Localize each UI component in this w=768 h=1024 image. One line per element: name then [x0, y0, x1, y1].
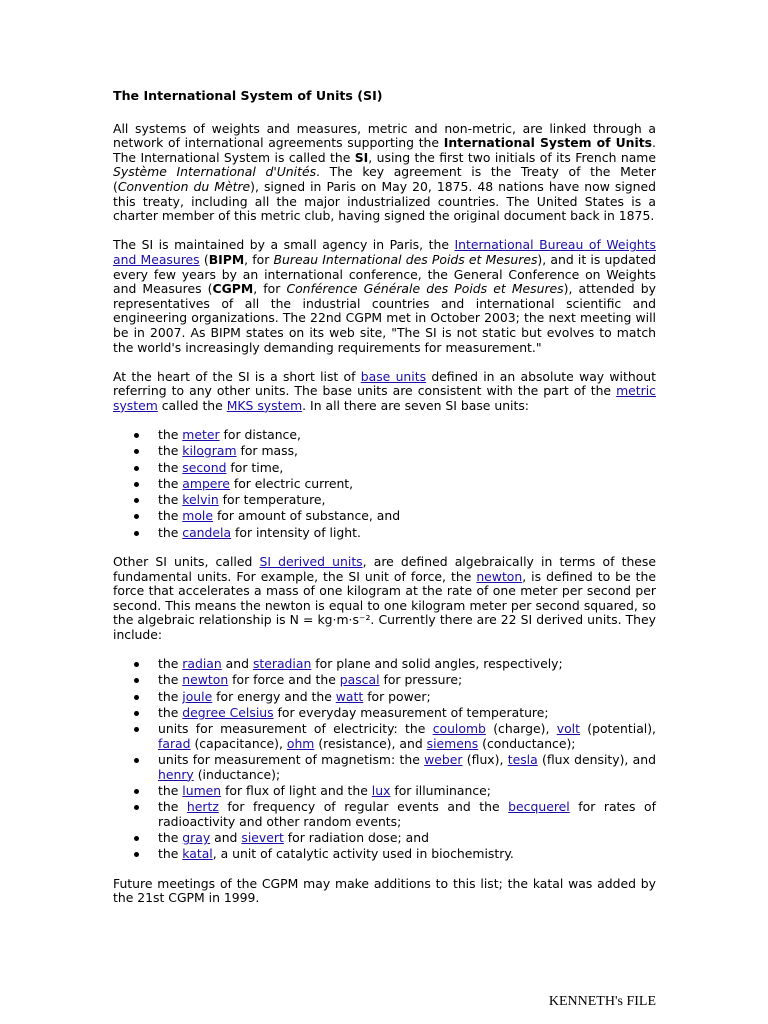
text-run: Other SI units, called	[113, 553, 260, 569]
link-ohm[interactable]: ohm	[286, 735, 315, 751]
link-ampere[interactable]: ampere	[182, 475, 230, 491]
bold-term: SI	[354, 149, 369, 165]
base-units-intro-paragraph	[113, 370, 656, 414]
link-joule[interactable]: joule	[182, 688, 213, 704]
page-title: The International System of Units (SI)	[113, 88, 383, 103]
text-run: , are defined algebraically in terms of these fundamental units. For example, the SI unit of force, the	[113, 553, 656, 584]
text-run: (	[199, 251, 209, 267]
link-meter[interactable]: meter	[182, 427, 220, 443]
list-item: units for measurement of magnetism: the weber (flux), tesla (flux density), and henry (inductance);	[113, 753, 656, 782]
list-item: units for measurement of electricity: the coulomb (charge), volt (potential), farad (capacitance), ohm (resistance), and siemens (conductance);	[113, 722, 656, 751]
list-item: the gray and sievert for radiation dose; and	[113, 831, 656, 846]
text-run: . The International System is called the	[113, 135, 656, 165]
list-item: the joule for energy and the watt for power;	[113, 690, 656, 705]
bipm-paragraph	[113, 238, 656, 355]
link-katal[interactable]: katal	[182, 846, 213, 862]
link-newton[interactable]: newton	[182, 672, 229, 688]
list-item: the candela for intensity of light.	[113, 526, 656, 541]
link-kelvin[interactable]: kelvin	[182, 492, 219, 508]
text-run: , using the first two initials of its French name	[368, 149, 656, 165]
link-lumen[interactable]: lumen	[182, 782, 222, 798]
bold-term: CGPM	[212, 281, 254, 297]
text-run: ), attended by representatives of all the industrial countries and international scientific and engineering organizations. The 22nd CGPM met in October 2003; the next meeting will be in 2007. As BIPM states on its web site, "The SI is not static but evolves to match the world's increasingly demanding requirements for measurement."	[113, 281, 656, 355]
text-run: . In all there are seven SI base units:	[302, 397, 529, 413]
link-degree-celsius[interactable]: degree Celsius	[182, 704, 274, 720]
text-run: , is defined to be the force that accelerates a mass of one kilogram at the rate of one meter per second per second. This means the newton is equal to one kilogram meter per second squared, so the algebraic relationship is N = kg·m·s⁻². Currently there are 22 SI derived units. They include:	[113, 568, 656, 642]
list-item: the kelvin for temperature,	[113, 493, 656, 508]
intro-paragraph	[113, 122, 656, 224]
list-item: the ampere for electric current,	[113, 477, 656, 492]
italic-term: Système International d'Unités	[113, 164, 317, 180]
list-item: the degree Celsius for everyday measurement of temperature;	[113, 706, 656, 721]
list-item: the second for time,	[113, 461, 656, 476]
text-run: called the	[157, 397, 227, 413]
link-farad[interactable]: farad	[158, 735, 191, 751]
list-item: the mole for amount of substance, and	[113, 509, 656, 524]
list-item: the lumen for flux of light and the lux for illuminance;	[113, 784, 656, 799]
link-gray[interactable]: gray	[182, 830, 211, 846]
text-run: , for	[244, 251, 274, 267]
link-newton[interactable]: newton	[476, 568, 523, 584]
list-item: the kilogram for mass,	[113, 444, 656, 459]
text-run: defined in an absolute way without referring to any other units. The base units are consistent with the part of the	[113, 368, 656, 399]
link-becquerel[interactable]: becquerel	[508, 799, 570, 815]
list-item: the hertz for frequency of regular events and the becquerel for rates of radioactivity and other random events;	[113, 800, 656, 829]
link-mole[interactable]: mole	[182, 508, 213, 524]
link-kilogram[interactable]: kilogram	[182, 443, 237, 459]
link-pascal[interactable]: pascal	[339, 672, 380, 688]
bold-term: BIPM	[208, 251, 245, 267]
list-item: the meter for distance,	[113, 428, 656, 443]
text-run: The SI is maintained by a small agency in Paris, the	[113, 237, 455, 253]
link-weber[interactable]: weber	[424, 752, 463, 768]
link-si-derived-units[interactable]: SI derived units	[259, 553, 363, 569]
link-henry[interactable]: henry	[158, 766, 194, 782]
list-item: the newton for force and the pascal for pressure;	[113, 673, 656, 688]
link-lux[interactable]: lux	[371, 782, 391, 798]
link-tesla[interactable]: tesla	[507, 752, 538, 768]
link-sievert[interactable]: sievert	[241, 830, 284, 846]
base-units-list	[113, 428, 656, 540]
list-item: the radian and steradian for plane and solid angles, respectively;	[113, 657, 656, 672]
derived-units-paragraph	[113, 555, 656, 643]
footer-label: KENNETH's FILE	[548, 994, 656, 1009]
link-watt[interactable]: watt	[335, 688, 364, 704]
document-body	[113, 89, 656, 920]
link-radian[interactable]: radian	[182, 656, 222, 672]
link-metric-system[interactable]: metric system	[113, 383, 656, 413]
link-volt[interactable]: volt	[556, 721, 580, 737]
link-coulomb[interactable]: coulomb	[432, 721, 486, 737]
link-steradian[interactable]: steradian	[252, 656, 312, 672]
italic-term: Convention du Mètre	[117, 178, 251, 194]
text-run: , for	[253, 281, 287, 297]
text-run: All systems of weights and measures, metric and non-metric, are linked through a network of international agreements supporting the	[113, 120, 656, 151]
italic-term: Bureau International des Poids et Mesures	[273, 251, 538, 267]
italic-term: Conférence Générale des Poids et Mesures	[286, 281, 564, 297]
link-base-units[interactable]: base units	[360, 368, 427, 384]
link-mks-system[interactable]: MKS system	[226, 397, 303, 413]
link-hertz[interactable]: hertz	[186, 799, 219, 815]
bold-term: International System of Units	[443, 135, 653, 151]
text-run: . The key agreement is the Treaty of the Meter (	[113, 164, 656, 194]
list-item: the katal, a unit of catalytic activity used in biochemistry.	[113, 847, 656, 862]
derived-units-list	[113, 657, 656, 862]
link-candela[interactable]: candela	[182, 524, 232, 540]
link-second[interactable]: second	[182, 459, 227, 475]
link-bipm[interactable]: International Bureau of Weights and Measures	[113, 237, 656, 267]
closing-paragraph: Future meetings of the CGPM may make additions to this list; the katal was added by the 21st CGPM in 1999.	[113, 875, 656, 906]
text-run: ), and it is updated every few years by an international conference, the General Conference on Weights and Measures (	[113, 251, 657, 297]
text-run: ), signed in Paris on May 20, 1875. 48 nations have now signed this treaty, including all the major industrialized countries. The United States is a charter member of this metric club, having signed the original document back in 1875.	[113, 178, 656, 224]
text-run: At the heart of the SI is a short list of	[113, 368, 361, 384]
link-siemens[interactable]: siemens	[426, 735, 479, 751]
